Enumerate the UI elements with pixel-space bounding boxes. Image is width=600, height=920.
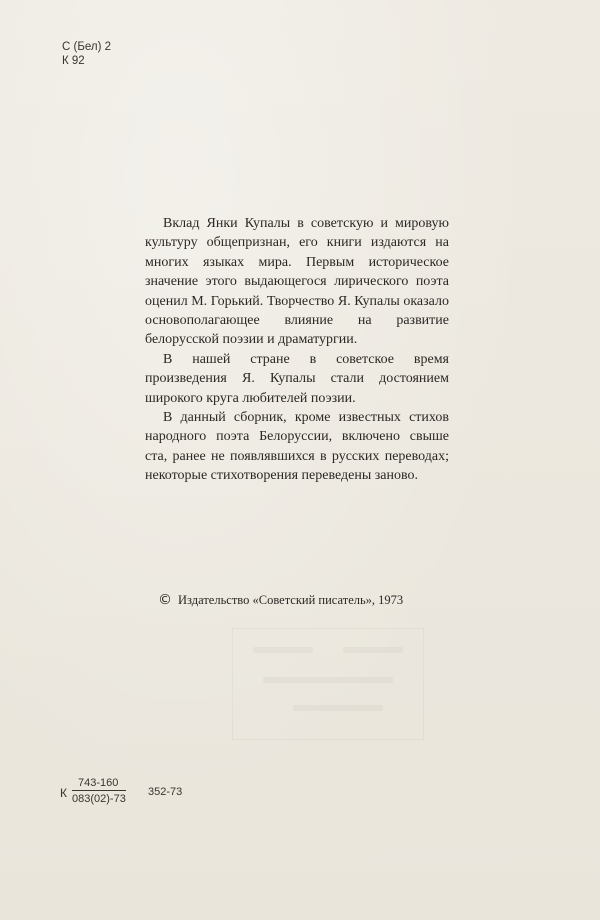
copyright-text: Издательство «Советский писатель», 1973 [178, 593, 404, 607]
code-numerator: 743-160 [78, 777, 119, 789]
library-classification [62, 40, 111, 68]
code-suffix: 352-73 [148, 786, 183, 798]
annotation-paragraph-2: В нашей стране в советское время произведения Я. Купалы стали достоянием широкого круга любителей поэзии. [145, 351, 449, 406]
code-denominator: 083(02)-73 [72, 790, 126, 806]
annotation-text [145, 214, 449, 486]
annotation-paragraph-3: В данный сборник, кроме известных стихов народного поэта Белоруссии, включено свыше ста, ранее не появлявшихся в русских переводах; некоторые стихотворения переведены заново. [145, 410, 449, 484]
copyright-line [158, 592, 403, 608]
code-letter: К [60, 786, 67, 800]
annotation-paragraph-1: Вклад Янки Купалы в советскую и мировую культуру общепризнан, его книги издаются на многих языках мира. Первым историческое значение этого выдающегося лирического поэта оценил М. Горький. Творчество Я. Купалы оказало основополагающее влияние на развитие белорусской поэзии и драматургии. [145, 216, 449, 348]
classification-line-1: С (Бел) 2 [62, 41, 112, 53]
stamp-bleed-through [232, 628, 424, 740]
copyright-icon: © [158, 592, 172, 608]
code-fraction [72, 776, 126, 806]
classification-line-2: К 92 [62, 55, 85, 67]
